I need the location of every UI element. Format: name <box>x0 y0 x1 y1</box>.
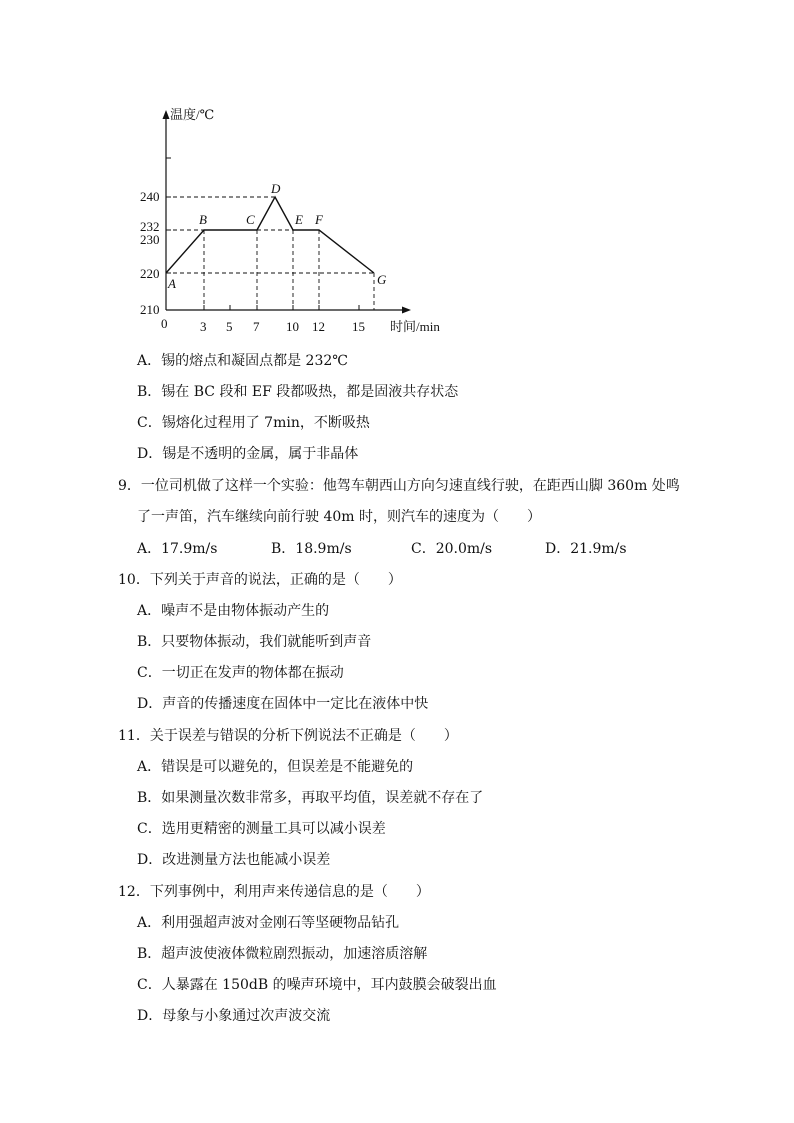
point-label-c: C <box>246 212 255 227</box>
q12-option-b: B．超声波使液体微粒剧烈振动，加速溶质溶解 <box>137 946 428 962</box>
q11-option-c: C．选用更精密的测量工具可以减小误差 <box>137 821 386 837</box>
q12-option-c: C．人暴露在 150dB 的噪声环境中，耳内鼓膜会破裂出血 <box>137 977 497 993</box>
y-tick-230: 230 <box>140 232 160 247</box>
q11-option-a: A．错误是可以避免的，但误差是不能避免的 <box>137 759 414 775</box>
q12-option-d: D．母象与小象通过次声波交流 <box>137 1008 331 1024</box>
x-tick-7: 7 <box>253 319 260 334</box>
y-tick-232: 232 <box>140 219 160 234</box>
x-tick-15: 15 <box>352 319 365 334</box>
q11-option-b: B．如果测量次数非常多，再取平均值，误差就不存在了 <box>137 790 484 806</box>
q12-option-a: A．利用强超声波对金刚石等坚硬物品钻孔 <box>137 915 400 931</box>
x-axis-arrow <box>402 307 411 314</box>
point-label-f: F <box>315 212 323 227</box>
q10-option-d: D．声音的传播速度在固体中一定比在液体中快 <box>137 696 429 712</box>
q8-option-a: A．锡的熔点和凝固点都是 232℃ <box>137 353 348 369</box>
y-tick-210: 210 <box>140 302 160 317</box>
point-label-d: D <box>271 181 281 196</box>
q12-stem: 12．下列事例中，利用声来传递信息的是（ ） <box>118 884 430 900</box>
q10-stem: 10．下列关于声音的说法，正确的是（ ） <box>118 572 402 588</box>
q10-option-c: C．一切正在发声的物体都在振动 <box>137 665 344 681</box>
y-axis-arrow <box>163 110 170 119</box>
y-tick-220: 220 <box>140 266 160 281</box>
q11-stem: 11．关于误差与错误的分析下例说法不正确是（ ） <box>118 728 458 744</box>
q9-stem-line1: 9．一位司机做了这样一个实验：他驾车朝西山方向匀速直线行驶，在距西山脚 360m 处鸣 <box>118 478 680 494</box>
x-tick-10: 10 <box>286 319 299 334</box>
q9-stem-line2: 了一声笛，汽车继续向前行驶 40m 时，则汽车的速度为（ ） <box>137 509 541 525</box>
y-axis-label: 温度/℃ <box>170 107 215 122</box>
point-label-e: E <box>295 212 303 227</box>
q10-option-b: B．只要物体振动，我们就能听到声音 <box>137 634 372 650</box>
q11-option-d: D．改进测量方法也能减小误差 <box>137 852 331 868</box>
point-label-a: A <box>168 276 176 291</box>
point-label-b: B <box>199 212 207 227</box>
q10-option-a: A．噪声不是由物体振动产生的 <box>137 603 330 619</box>
x-tick-5: 5 <box>226 319 233 334</box>
q8-option-c: C．锡熔化过程用了 7min，不断吸热 <box>137 415 370 431</box>
point-label-g: G <box>377 272 387 287</box>
x-axis-label: 时间/min <box>390 319 440 334</box>
x-tick-3: 3 <box>200 319 207 334</box>
y-tick-240: 240 <box>140 189 160 204</box>
q9-option-c: C．20.0m/s <box>411 541 493 557</box>
x-tick-0: 0 <box>161 316 168 331</box>
temperature-time-graph <box>130 100 470 340</box>
x-tick-12: 12 <box>312 319 325 334</box>
q9-option-b: B．18.9m/s <box>271 541 352 557</box>
q9-option-a: A．17.9m/s <box>137 541 218 557</box>
q8-option-d: D．锡是不透明的金属，属于非晶体 <box>137 446 359 462</box>
q8-option-b: B．锡在 BC 段和 EF 段都吸热，都是固液共存状态 <box>137 384 459 400</box>
q9-option-d: D．21.9m/s <box>545 541 627 557</box>
temperature-curve <box>166 197 374 273</box>
